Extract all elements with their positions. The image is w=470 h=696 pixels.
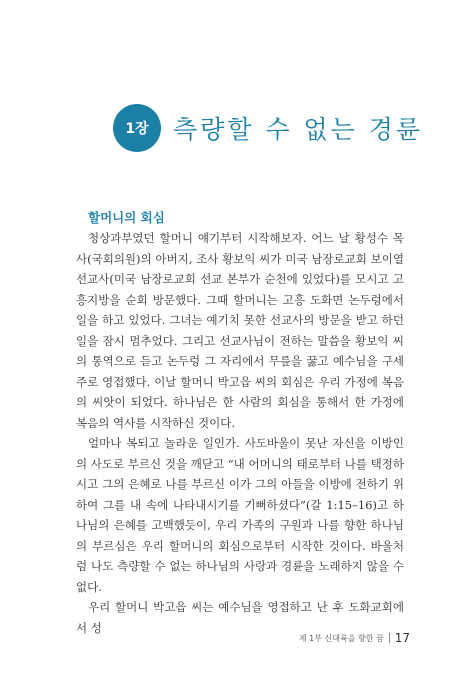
footer-part-label: 제 1부 신대륙을 향한 꿈	[298, 633, 384, 643]
paragraph: 우리 할머니 박고읍 씨는 예수님을 영접하고 난 후 도화교회에서 성	[76, 600, 404, 635]
running-footer	[299, 631, 410, 645]
chapter-title: 측량할 수 없는 경륜	[173, 115, 424, 144]
footer-divider	[389, 633, 390, 643]
body-text	[76, 228, 404, 638]
chapter-badge	[113, 104, 161, 152]
section-heading: 할머니의 회심	[88, 210, 165, 225]
page-number: 17	[394, 631, 410, 645]
paragraph: 청상과부였던 할머니 얘기부터 시작해보자. 어느 날 황성수 목사(국회의원)의 아버지, 조사 황보익 씨가 미국 남장로교회 보이열 선교사(미국 남장로교회 선교 본부가 순천에 있었다)를 모시고 고흥지방을 순회 방문했다. 그때 할머니는 고흥 도화면 논두렁에서 일을 하고 있었다. 그녀는 예기치 못한 선교사의 방문을 받고 하던 일을 잠시 멈추었다. 그리고 선교사님이 전하는 말씀을 황보익 씨의 통역으로 듣고 논두렁 그 자리에서 무릎을 꿇고 예수님을 구세주로 영접했다. 이날 할머니 박고읍 씨의 회심은 우리 가정에 복음의 씨앗이 되었다. 하나님은 한 사람의 회심을 통해서 한 가정에 복음의 역사를 시작하신 것이다.	[76, 231, 404, 430]
paragraph: 얼마나 복되고 놀라운 일인가. 사도바울이 못난 자신을 이방인의 사도로 부르신 것을 깨닫고 “내 어머니의 태로부터 나를 택정하시고 그의 은혜로 나를 부르신 이가 그의 아들을 이방에 전하기 위하여 그를 내 속에 나타내시기를 기뻐하셨다”(갈 1:15–16)고 하나님의 은혜를 고백했듯이, 우리 가족의 구원과 나를 향한 하나님의 부르심은 우리 할머니의 회심으로부터 시작한 것이다. 바울처럼 나도 측량할 수 없는 하나님의 사랑과 경륜을 노래하지 않을 수 없다.	[76, 436, 404, 594]
chapter-badge-label: 1장	[125, 121, 149, 137]
chapter-header	[113, 104, 423, 152]
